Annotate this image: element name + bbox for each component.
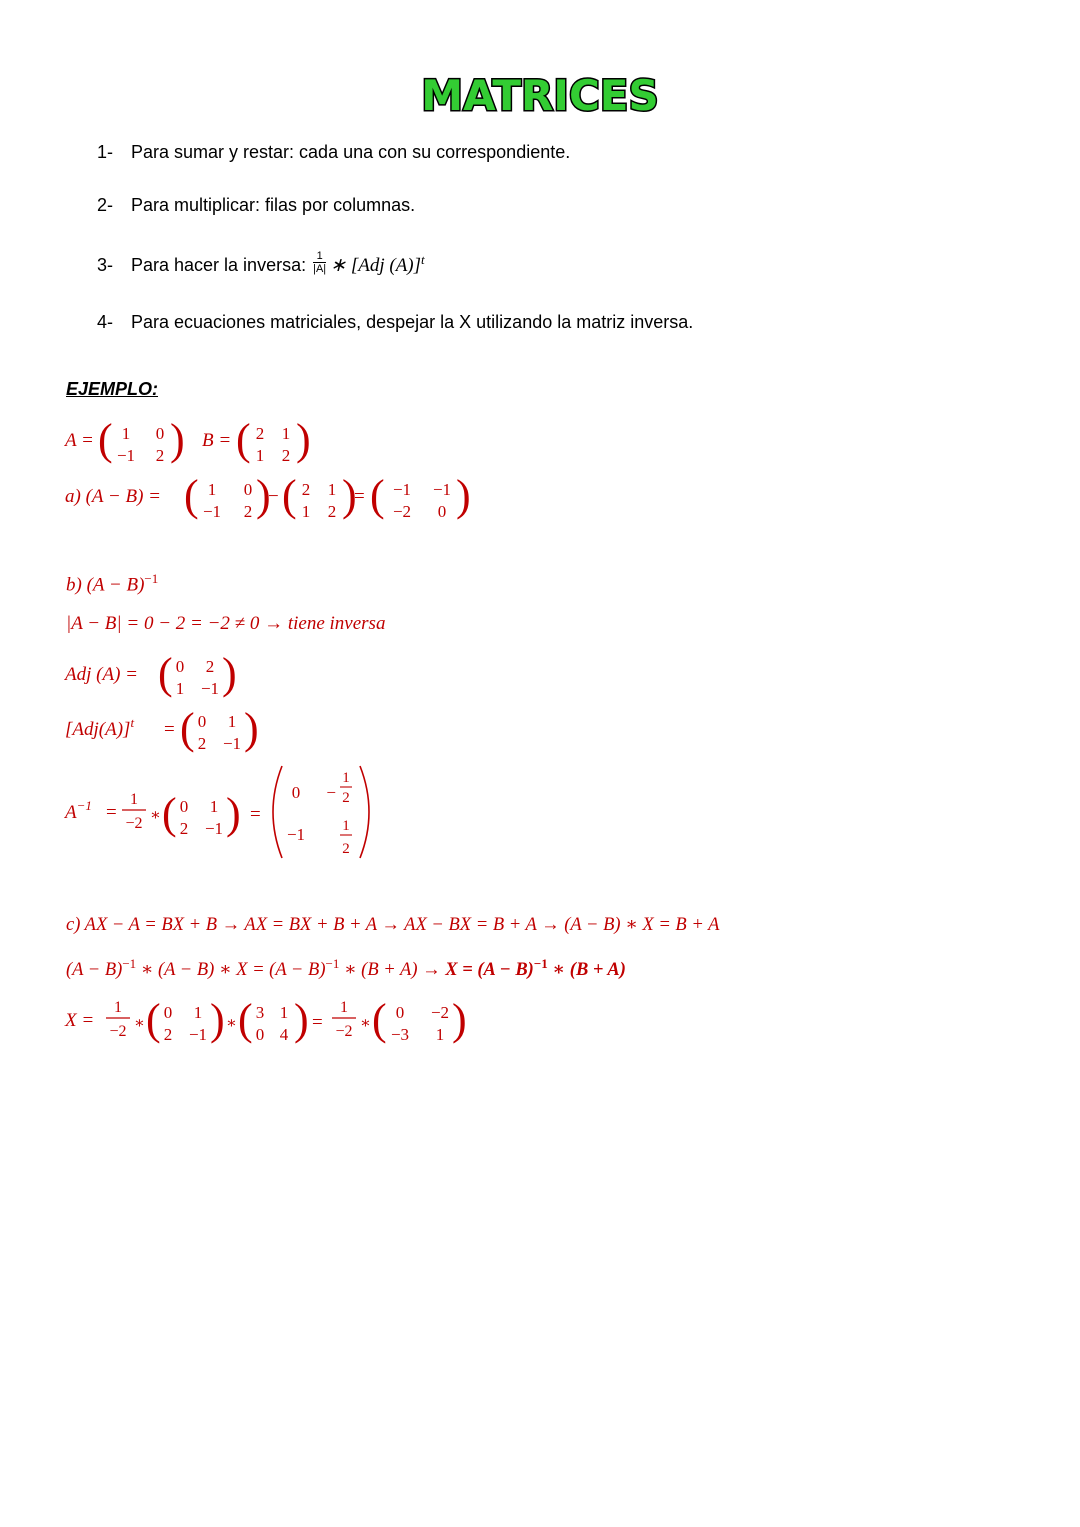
adjoint-transpose-label [65,715,134,740]
inverse-fraction [122,791,146,832]
matrix-cell: 0 [155,424,165,443]
matrix-a [98,415,185,465]
matrix-cell: −1 [202,502,222,521]
matrix-cell: −2 [430,1003,450,1022]
matrix-cell: 0 [395,1003,405,1022]
matrix-definitions [60,410,360,470]
paren-left: ( [98,415,113,464]
matrix-cell: 0 [291,783,301,802]
rule-text: Para multiplicar: filas por columnas. [131,195,416,215]
matrix-cell: 2 [155,446,165,465]
matrix-cell: 1 [121,424,131,443]
paren-left: ( [372,995,387,1044]
fraction-numerator: 1 [114,999,122,1016]
paren-left: ( [158,649,173,698]
matrix-cell: −1 [188,1025,208,1044]
solution-part: ∗ (B + A) → [339,960,446,981]
matrix-cell: 1 [175,679,185,698]
paren-right: ) [452,995,467,1044]
inverse-label [63,798,92,823]
solution-bold-end: ∗ (B + A) [547,960,626,981]
fraction-denominator: −2 [109,1023,127,1040]
minus-sign: − [326,783,336,802]
matrix-cell: 1 [255,446,265,465]
matrix-b [236,415,311,465]
determinant-line: |A − B| = 0 − 2 = −2 ≠ 0 → tiene inversa [66,613,386,634]
part-b-heading [66,571,158,596]
matrix-cell: 2 [301,480,311,499]
x-matrix-b-plus-a [238,995,309,1044]
matrix-cell: 1 [193,1003,203,1022]
matrix-cell: 2 [255,424,265,443]
adjoint-line [60,648,300,704]
inverse-sup: −1 [533,956,548,971]
matrix-cell: 1 [279,1003,289,1022]
matrix-cell: 0 [437,502,447,521]
matrix-cell: −2 [392,502,412,521]
part-c-derivation: c) AX − A = BX + B → AX = BX + B + A → AX − BX = B + A → (A − B) ∗ X = B + A [66,915,720,935]
transpose-sup: t [421,252,425,267]
paren-right: ) [170,415,185,464]
rule-number: 2- [97,195,114,215]
times-sign: ∗ [134,1015,145,1032]
rule-item [97,249,425,279]
x-label: X = [65,1010,95,1031]
solution-part: ∗ (A − B) ∗ X = (A − B) [136,960,326,981]
matrix-cell [340,770,352,806]
adjoint-transpose-line [60,703,300,759]
part-a-label: a) (A − B) = [65,486,161,507]
paren-left: ( [180,704,195,753]
matrix-cell: −1 [204,819,224,838]
fraction-numerator: 1 [342,770,350,786]
equals-sign: = [106,802,117,823]
fraction-numerator: 1 [342,818,350,834]
matrix-cell: 0 [179,797,189,816]
matrix-cell: 0 [197,712,207,731]
rule-item [97,142,570,163]
matrix-cell: 1 [227,712,237,731]
solution-bold: X = (A − B) [445,960,534,981]
matrix-cell: 2 [243,502,253,521]
matrix-cell: 0 [163,1003,173,1022]
times-sign: ∗ [150,807,161,824]
part-b-heading-text: b) (A − B) [66,574,145,596]
equals-sign: = [312,1012,323,1033]
matrix-cell: 2 [179,819,189,838]
matrix-cell: 0 [255,1025,265,1044]
paren-right: ) [342,471,357,520]
rule-text: Para sumar y restar: cada una con su correspondiente. [131,142,571,162]
fraction-numerator: 1 [340,999,348,1016]
inverse-sup: −1 [76,798,92,813]
matrix-cell: −1 [392,480,412,499]
example-heading: EJEMPLO: [66,379,159,399]
matrix-cell [340,818,352,857]
page-title-text: MATRICES [421,71,659,120]
matrix-cell: −1 [286,825,306,844]
inverse-sup: −1 [325,956,340,971]
paren-left: ( [184,471,199,520]
matrix-cell: −1 [432,480,452,499]
inverse-sup: −1 [122,956,137,971]
paren-left: ( [370,471,385,520]
rule-text: Para ecuaciones matriciales, despejar la X utilizando la matriz inversa. [131,312,694,332]
paren-right: ) [296,415,311,464]
inverse-formula-rest: ∗ [Adj (A)] [330,255,422,276]
x-fraction [106,999,130,1040]
matrix-b [282,471,357,521]
rule-number: 4- [97,312,114,332]
equals-sign: = [164,719,175,740]
matrix-cell: −3 [390,1025,410,1044]
matrix-cell: 2 [205,657,215,676]
rule-number: 3- [97,255,114,275]
rule-item [97,195,415,216]
fraction-denominator: −2 [335,1023,353,1040]
matrix-cell: −1 [222,734,242,753]
transpose-sup: t [130,715,135,730]
page-title [0,66,1080,126]
inverse-line [60,760,400,864]
paren-right: ) [226,789,241,838]
inverse-label-text: A [65,802,77,823]
adjoint-label: Adj (A) = [65,664,138,685]
part-a [60,466,500,526]
paren-right [360,766,369,858]
inverse-fraction [313,250,326,275]
x-result-matrix [372,995,467,1044]
matrix-cell: 1 [327,480,337,499]
x-matrix-inverse-adjt [146,995,225,1044]
paren-right: ) [456,471,471,520]
x-fraction [332,999,356,1040]
matrix-a-minus-b [370,471,471,521]
paren-left: ( [238,995,253,1044]
paren-right: ) [244,704,259,753]
solution-part: (A − B) [66,960,123,981]
times-sign: ∗ [226,1015,237,1032]
matrix-a [184,471,271,521]
inverse-result-matrix [273,766,369,858]
x-computation [60,988,500,1052]
fraction-denominator: 2 [342,790,350,806]
matrix-cell: 1 [207,480,217,499]
matrix-cell: 2 [197,734,207,753]
paren-left: ( [282,471,297,520]
paren-left: ( [146,995,161,1044]
adjoint-transpose-matrix [180,704,259,753]
adjoint-matrix [158,649,237,698]
rule-item [97,312,693,333]
matrix-cell: 1 [435,1025,445,1044]
matrix-a-label: A = [65,430,94,451]
matrix-b-label: B = [202,430,232,451]
matrix-cell: −1 [116,446,136,465]
rule-number: 1- [97,142,114,162]
fraction-numerator: 1 [130,791,138,808]
matrix-cell: 0 [243,480,253,499]
matrix-cell: 2 [281,446,291,465]
fraction-numerator: 1 [313,250,326,263]
fraction-denominator: |A| [313,262,327,275]
equals-sign: = [250,804,261,825]
matrix-cell: 3 [255,1003,265,1022]
paren-right: ) [222,649,237,698]
times-sign: ∗ [360,1015,371,1032]
matrix-cell: 2 [327,502,337,521]
minus-sign: − [268,486,279,507]
fraction-denominator: 2 [342,841,350,857]
paren-left [273,766,282,858]
paren-left: ( [162,789,177,838]
part-c-solution [66,956,626,981]
equals-sign: = [354,486,365,507]
rule-text: Para hacer la inversa: [131,255,307,275]
matrix-cell: 0 [175,657,185,676]
adjoint-transpose-label-text: [Adj(A)] [65,719,131,740]
matrix-cell: 1 [281,424,291,443]
matrix-cell: 4 [279,1025,289,1044]
matrix-cell: 1 [301,502,311,521]
inverse-adjt-matrix [162,789,241,838]
matrix-cell: 2 [163,1025,173,1044]
fraction-denominator: −2 [125,815,143,832]
paren-left: ( [236,415,251,464]
matrix-cell: 1 [209,797,219,816]
paren-right: ) [210,995,225,1044]
inverse-sup: −1 [144,571,159,586]
paren-right: ) [256,471,271,520]
paren-right: ) [294,995,309,1044]
matrix-cell: −1 [200,679,220,698]
